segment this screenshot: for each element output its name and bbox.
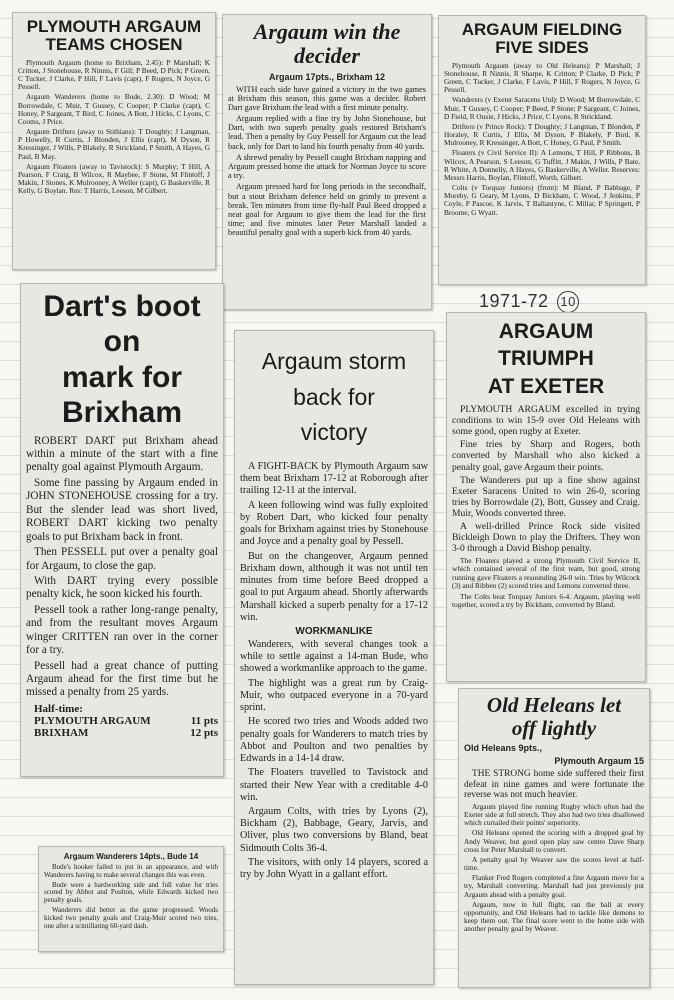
article-paragraph: Bude's hooker failed to put in an appearance, and with Wanderers having to make several changes this was even.	[44, 863, 218, 879]
team-name: BRIXHAM	[34, 726, 89, 739]
article-paragraph: Drifters (v Prince Rock): T Doughty; J Langman, T Blonden, P Horaley, R Curtis, J Ellis, M Dyson, P Blakely, P Bird, K Mulrooney, R Kressinger, A Bott, C Honey, G Paul, P Smith.	[444, 121, 640, 148]
headline-line: Argaum storm	[261, 348, 407, 374]
article-paragraph: A FIGHT-BACK by Plymouth Argaum saw them beat Brixham 17-12 at Roborough after trailing 12-11 at the interval.	[240, 460, 428, 497]
clipping-darts-boot	[20, 283, 224, 777]
headline-line: Dart's boot on	[43, 290, 201, 359]
headline-line: Old Heleans let	[486, 693, 622, 717]
headline-line: Brixham	[61, 396, 183, 430]
article-paragraph: Old Heleans opened the scoring with a dropped goal by Andy Weaver, but good open play saw centre Dave Sharp cross for Peter Marshall to convert.	[464, 828, 644, 854]
article-paragraph: Wanderers, with several changes took a while to settle against a 14-man Bude, who showed a workmanlike approach to the game.	[240, 638, 428, 675]
article-paragraph: Argaum replied with a fine try by John Stonehouse, but Dart, with two superb penalty goals restored Brixham's lead. Then a penalty by Guy Pessell for Argaum cut the lead back, only for Dart to land his fourth penalty from 40 yards.	[228, 114, 426, 151]
headline-line: back for	[293, 383, 375, 410]
headline	[452, 318, 640, 400]
headline-line: mark for	[61, 360, 183, 394]
clipping-win-decider	[222, 14, 432, 310]
article-paragraph: Argaum Colts, with tries by Lyons (2), Bickham (2), Babbage, Geary, Jarvis, and Oliver, plus two conversions by Bland, beat Sidmouth Colts 36-4.	[240, 806, 428, 854]
headline-line: AT EXETER	[487, 374, 605, 398]
page-number-circle: 10	[557, 291, 579, 313]
headline	[464, 694, 644, 739]
score-row	[34, 727, 218, 739]
article-paragraph: Some fine passing by Argaum ended in JOHN STONEHOUSE crossing for a try. But the slender lead was short lived, ROBERT DART kicking two penalty goals to put Brixham back in front.	[26, 476, 218, 543]
article-paragraph: The Floaters travelled to Tavistock and started their New Year with a creditable 4-0 win.	[240, 767, 428, 803]
article-paragraph: WITH each side have gained a victory in the two games at Brixham this season, this game was a decider. Robert Dart gave Brixham the lead with a first minute penalty.	[228, 84, 426, 112]
article-paragraph: Plymouth Argaum (home to Brixham, 2.45): P Marshall; K Critton, J Stonehouse, R Ninnis, F Gill; P Beed, D Pick; P Green, C Tucker, J Clarke, P Hill, F Lavis (capt), F Rogers, N Joyce, G Pessell.	[18, 57, 210, 92]
score-line: Old Heleans 9pts.,	[464, 743, 543, 754]
article-paragraph: A well-drilled Prince Rock side visited Bickleigh Down to play the Drifters. They won 3-0 through a David Bishop penalty.	[452, 521, 640, 555]
team-name: PLYMOUTH ARGAUM	[34, 714, 151, 727]
team-score: 12 pts	[190, 726, 218, 739]
article-paragraph: A penalty goal by Weaver saw the scores level at half-time.	[464, 854, 644, 873]
article-paragraph: A shrewd penalty by Pessell caught Brixham napping and Argaum pressed home the attack for Norman Joyce to score a try.	[228, 152, 426, 181]
headline-line: FIVE SIDES	[495, 38, 589, 58]
headline	[26, 289, 218, 431]
article-paragraph: Argaum pressed hard for long periods in the secondhalf, but a stout Brixham defence held on grimly to prevent a break. Ten minutes from time fly-half Paul Beed dropped a neat goal for Argaum to give them the lead for the first time; and five minutes later Peter Marshall landed a beautiful penalty goal with a superb kick from 40 yards.	[228, 182, 426, 238]
headline-line: PLYMOUTH ARGAUM	[26, 17, 202, 36]
article-paragraph: The visitors, with only 14 players, scored a try by John Wyatt in a gallant effort.	[240, 856, 428, 881]
article-paragraph: But on the changeover, Argaum penned Brixham down, although it was not until ten minutes from time before Beed dropped a goal to put Argaum ahead. Shortly afterwards Marshall kicked a superb penalty for a 17-12 win.	[240, 550, 428, 623]
article-paragraph: Floaters (v Civil Service II): A Lemons, T Hill, P Ribbons, B Wilcox, A Pearson, S Leeson, G Tuffitt, J Makin, J Wills, P Bate, R White, A Donnelly, A Hayes, G Baskerville, A Weller. Reserves: Messrs Harris, Boylan, Flintoff, Worth, Gilbert.	[444, 148, 640, 182]
article-paragraph: Argaum, now in full flight, ran the ball at every opportunity, and Old Heleans had to tackle like demons to keep them out. The final score went to the home side with another penalty goal by Weaver.	[464, 899, 644, 934]
clipping-old-heleans	[458, 688, 650, 988]
article-paragraph: Fine tries by Sharp and Rogers, both converted by Marshall who also kicked a penalty goal, gave Argaum their points.	[452, 439, 640, 473]
score-row	[34, 715, 218, 727]
headline: Argaum Wanderers 14pts., Bude 14	[63, 852, 199, 861]
halftime-label: Half-time:	[34, 702, 83, 715]
headline-line: decider	[294, 42, 360, 68]
score-line: Argaum 17pts., Brixham 12	[268, 71, 386, 82]
article-paragraph: ROBERT DART put Brixham ahead within a minute of the start with a fine penalty goal against Plymouth Argaum.	[26, 434, 218, 474]
article-paragraph: Colts (v Torquay Juniors) (from): M Bland, P Babbage, P Moreby, G Geary, M Lyons, D Bickham, C Wood, J Jenkins, P Coyle, P Pascoe, K Jarvis, T Ballantyne, C Millar, P Springett, P Broome, G Wyatt.	[444, 183, 640, 217]
headline-line: off lightly	[511, 715, 597, 740]
headline-line: TEAMS CHOSEN	[45, 35, 183, 55]
article-paragraph: Then PESSELL put over a penalty goal for Argaum, to close the gap.	[26, 546, 218, 572]
article-paragraph: Bude were a hardworking side and full value for tries scored by Abbot and Poulton, while Edwards kicked two penalty goals.	[44, 880, 218, 905]
headline-line: Argaum win the	[253, 19, 401, 44]
article-paragraph: The Wanderers put up a fine show against Exeter Saracens United to win 26-0, scoring tries by Borrowdale (2), Bott, Gussey and Craig. Muir, Woods converted three.	[452, 474, 640, 520]
article-paragraph: The Floaters played a strong Plymouth Civil Service II, which contained several of the first team, but good, strong running gave Floaters a resounding 26-0 win. Tries by Wilcock (3) and Ribben (2) scored tries and Lemons converted three.	[452, 555, 640, 591]
article-paragraph: Pessell had a great chance of putting Argaum ahead for the first time but he missed a penalty from 25 yards.	[26, 659, 218, 699]
subheading: WORKMANLIKE	[295, 625, 373, 637]
headline-line: victory	[300, 419, 368, 446]
headline	[240, 344, 428, 451]
article-paragraph: He scored two tries and Woods added two penalty goals for Wanderers to match tries by Abbot and Poulton and two penalties by Edwards in a 14-14 draw.	[240, 716, 428, 765]
clipping-fielding-five-sides	[438, 15, 646, 285]
headline-line: ARGAUM TRIUMPH	[498, 320, 594, 371]
article-paragraph: The highlight was a great run by Craig-Muir, who outpaced everyone in a 70-yard sprint.	[240, 677, 428, 714]
article-paragraph: Argaum played fine running Rugby which often had the Exeter side at full stretch. They also had two tries disallowed which curtailed their points' superiority.	[464, 801, 644, 828]
article-paragraph: Argaum Drifters (away to Stithians): T Doughty; J Langman, P Howelly, R Curtis, J Blonden, J Ellis (capt), M Dyson, R Kressinger, J Wills, P Blakely, R Strickland, P Smith, A Hayes, G Paul, B May.	[18, 127, 210, 161]
article-paragraph: Argaum Wanderers (home to Bude, 2.30): D Wood; M Borrowdale, C Muir, T Gussey, C Cooper; P Clarke (capt), C Honey, P Sargeant, T Bird, C Joines, A Bott, J Hicks, C Lyons, C Cooms, J Price.	[18, 92, 210, 126]
article-paragraph: Wanderers did better as the game progressed. Woods kicked two penalty goals and Craig-Muir scored two tries, one after a scintillating 60-yard dash.	[44, 906, 218, 930]
season-text: 1971-72	[479, 291, 549, 311]
clipping-storm-back	[234, 330, 434, 985]
team-score: 11 pts	[190, 714, 218, 727]
headline	[228, 20, 426, 68]
headline	[18, 18, 210, 55]
clipping-teams-chosen	[12, 12, 216, 270]
headline	[444, 21, 640, 58]
article-paragraph: Pessell took a rather long-range penalty, and from the resultant moves Argaum winger CRITTEN ran over in the corner for a try.	[26, 603, 218, 657]
score-line: Plymouth Argaum 15	[554, 756, 644, 767]
article-paragraph: THE STRONG home side suffered their first defeat in nine games and were fortunate the reverse was not much heavier.	[464, 769, 644, 801]
article-paragraph: Flanker Fred Rogers completed a fine Argaum move for a try, Marshall converting. Marshall had just previously put Argaum ahead with a penalty goal.	[464, 873, 644, 899]
clipping-triumph-exeter	[446, 312, 646, 682]
article-paragraph: Wanderers (v Exeter Saracens Utd): D Wood; M Borrowdale, C Muir, T Gussey, C Cooper; P Beed, P Stone; P Sargeant, C Joines, D Field, R Ousie, J Hicks, J Price, C Lyons, R Strickland.	[444, 95, 640, 121]
article-paragraph: A keen following wind was fully exploited by Robert Dart, who kicked four penalty goals for Brixham against tries by Stonehouse and Joyce and a penalty goal by Pessell.	[240, 499, 428, 548]
article-paragraph: The Colts beat Torquay Juniors 6-4. Argaum, playing well together, scored a try by Bickham, converted by Bland.	[452, 591, 640, 610]
article-paragraph: PLYMOUTH ARGAUM excelled in trying conditions to win 15-9 over Old Heleans with some good, open rugby at Exeter.	[452, 403, 640, 438]
headline-line: ARGAUM FIELDING	[461, 20, 623, 39]
clipping-wanderers-bude	[38, 846, 224, 952]
article-paragraph: Plymouth Argaum (away to Old Heleans): P Marshall; J Stonehouse, R Ninnis, R Sharpe, K Critton; P Clarke, D Pick; P Green, C Tucker, J Clarke, F Lavis, P Hill, F Rogers, N Joyce, G Pessell.	[444, 60, 640, 95]
article-paragraph: With DART trying every possible penalty kick, he soon kicked his fourth.	[26, 574, 218, 601]
article-paragraph: Argaum Floaters (away to Tavistock): S Murphy; T Hill, A Pearson, F Craig, B Wilcox, R Maybee, F Stone, M Flintoff, J Makin, J Stones, K Mulrooney, A Weller (capt), G Baskerville, R Kelly, G Boylan. Res: T Harris, Leeson, M Gilbert.	[18, 161, 210, 196]
